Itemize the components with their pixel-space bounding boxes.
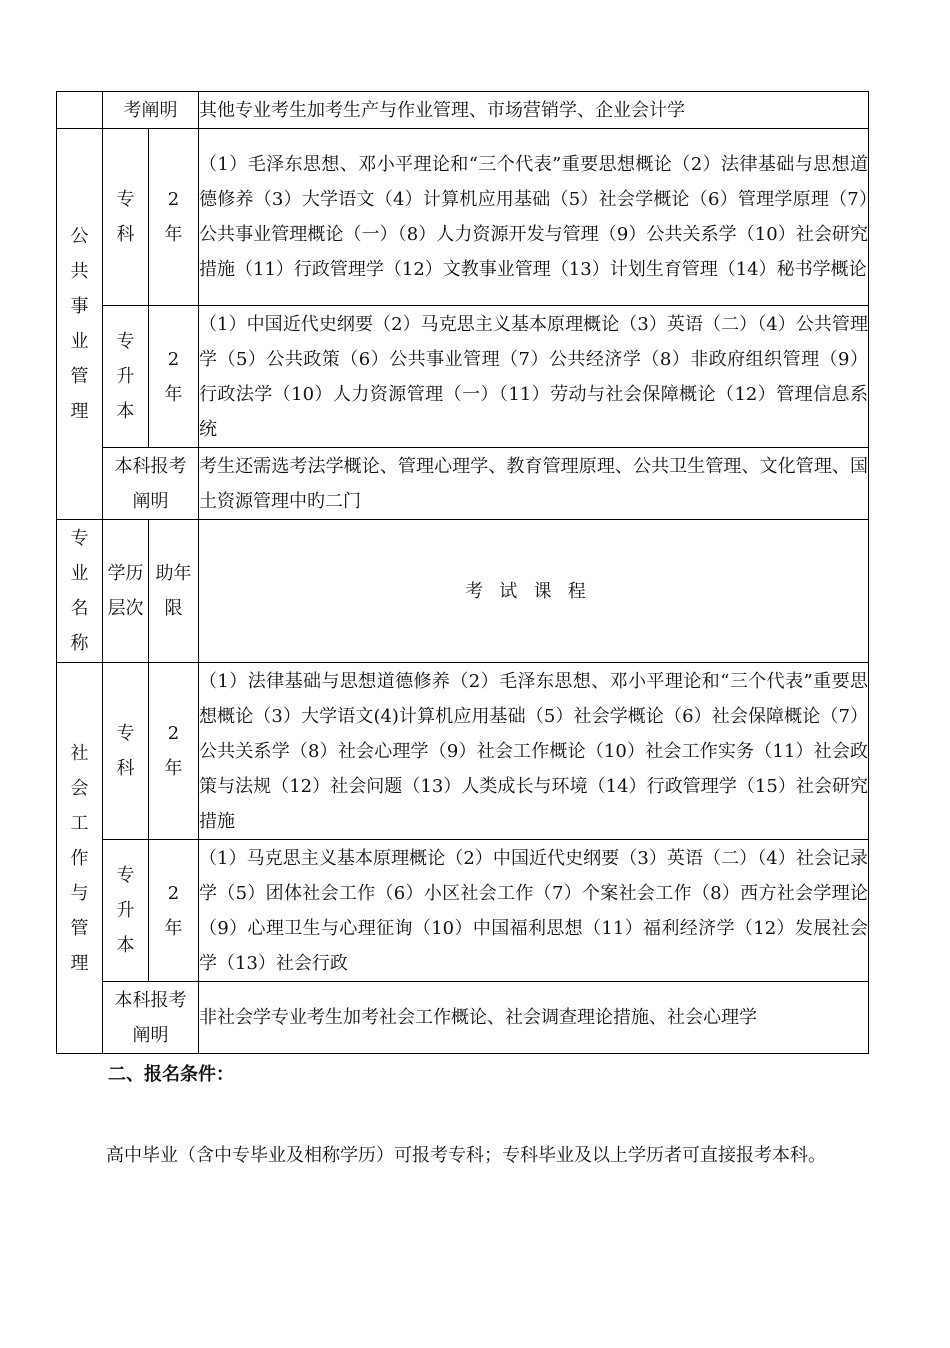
note-label: 本科报考阐明 xyxy=(114,455,187,512)
level-label: 专科 xyxy=(116,723,135,779)
note-label: 考阐明 xyxy=(103,92,199,129)
table-row xyxy=(57,306,869,448)
years-cell xyxy=(149,663,199,840)
table-row xyxy=(57,92,869,129)
course-table xyxy=(56,91,869,1054)
note-content: 其他专业考生加考生产与作业管理、市场营销学、企业会计学 xyxy=(199,92,869,129)
header-courses: 考试课程 xyxy=(199,520,869,663)
level-label: 专升本 xyxy=(116,865,135,956)
major-name-cell xyxy=(57,663,103,1054)
note-label-cell xyxy=(103,448,199,520)
table-row xyxy=(57,982,869,1054)
major-name: 社会工作与管理 xyxy=(70,742,89,974)
table-row xyxy=(57,840,869,982)
table-row xyxy=(57,448,869,520)
courses-cell: （1）毛泽东思想、邓小平理论和“三个代表”重要思想概论（2）法律基础与思想道德修养（3）大学语文（4）计算机应用基础（5）社会学概论（6）管理学原理（7）公共事业管理概论（一）（8）人力资源开发与管理（9）公共关系学（10）社会研究措施（11）行政管理学（12）文教事业管理（13）计划生育管理（14）秘书学概论 xyxy=(199,129,869,306)
years-label: 2年 xyxy=(164,189,183,245)
level-cell xyxy=(103,840,149,982)
table-row xyxy=(57,129,869,306)
header-major-label: 专业名称 xyxy=(70,528,89,654)
level-label: 专科 xyxy=(116,189,135,245)
level-cell xyxy=(103,306,149,448)
table-header-row xyxy=(57,520,869,663)
section-paragraph: 高中毕业（含中专毕业及相称学历）可报考专科；专科毕业及以上学历者可直接报考本科。 xyxy=(106,1145,826,1166)
courses-cell: （1）马克思主义基本原理概论（2）中国近代史纲要（3）英语（二）（4）社会记录学（5）团体社会工作（6）小区社会工作（7）个案社会工作（8）西方社会学理论（9）心理卫生与心理征询（10）中国福利思想（11）福利经济学（12）发展社会学（13）社会行政 xyxy=(199,840,869,982)
header-major xyxy=(57,520,103,663)
header-years-label: 助年限 xyxy=(155,563,192,619)
note-label-cell xyxy=(103,982,199,1054)
level-label: 专升本 xyxy=(116,331,135,422)
major-name-cell xyxy=(57,129,103,520)
note-content: 考生还需选考法学概论、管理心理学、教育管理原理、公共卫生管理、文化管理、国土资源管理中旳二门 xyxy=(199,448,869,520)
header-level-label: 学历层次 xyxy=(107,563,144,619)
years-cell xyxy=(149,129,199,306)
section-heading: 二、报名条件： xyxy=(108,1064,234,1085)
courses-cell: （1）法律基础与思想道德修养（2）毛泽东思想、邓小平理论和“三个代表”重要思想概论（3）大学语文(4)计算机应用基础（5）社会学概论（6）社会保障概论（7）公共关系学（8）社会心理学（9）社会工作概论（10）社会工作实务（11）社会政策与法规（12）社会问题（13）人类成长与环境（14）行政管理学（15）社会研究措施 xyxy=(199,663,869,840)
note-label: 本科报考阐明 xyxy=(114,989,187,1046)
header-years xyxy=(149,520,199,663)
note-content: 非社会学专业考生加考社会工作概论、社会调查理论措施、社会心理学 xyxy=(199,982,869,1054)
major-name: 公共事业管理 xyxy=(70,226,89,422)
years-label: 2年 xyxy=(164,882,183,939)
header-level xyxy=(103,520,149,663)
table-row xyxy=(57,663,869,840)
courses-cell: （1）中国近代史纲要（2）马克思主义基本原理概论（3）英语（二）（4）公共管理学（5）公共政策（6）公共事业管理（7）公共经济学（8）非政府组织管理（9）行政法学（10）人力资源管理（一）（11）劳动与社会保障概论（12）管理信息系统 xyxy=(199,306,869,448)
level-cell xyxy=(103,663,149,840)
empty-cell xyxy=(57,92,103,129)
years-cell xyxy=(149,840,199,982)
years-cell xyxy=(149,306,199,448)
years-label: 2年 xyxy=(164,348,183,405)
level-cell xyxy=(103,129,149,306)
years-label: 2年 xyxy=(164,723,183,779)
